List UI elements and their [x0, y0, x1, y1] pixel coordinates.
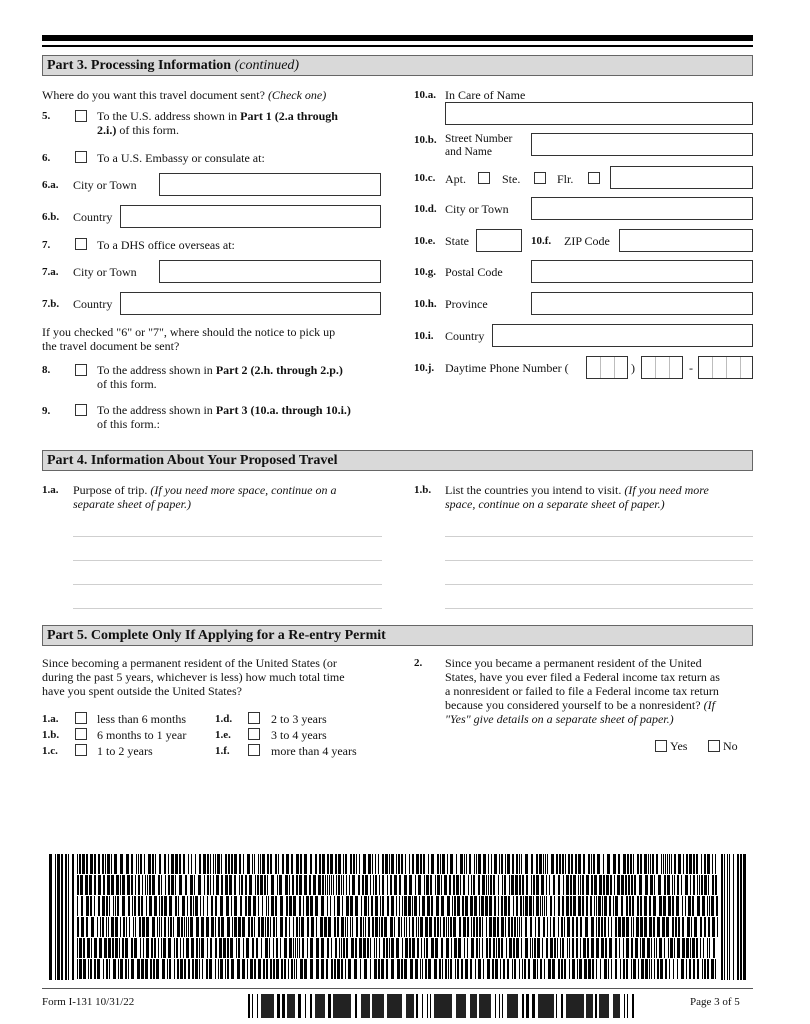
q2-yes-label: Yes	[670, 739, 688, 753]
q1b-line-2[interactable]	[445, 560, 753, 561]
q1a-number: 1.a.	[42, 484, 59, 496]
q7a-city-input[interactable]	[159, 260, 381, 283]
q6-label: To a U.S. Embassy or consulate at:	[97, 151, 265, 165]
q10a-label: In Care of Name	[445, 88, 526, 102]
q10h-province-input[interactable]	[531, 292, 753, 315]
q9-checkbox[interactable]	[75, 404, 87, 416]
q10j-dash: -	[689, 361, 693, 375]
q2-number: 2.	[414, 657, 423, 669]
page-number: Page 3 of 5	[690, 996, 740, 1008]
form-id: Form I-131 10/31/22	[42, 996, 135, 1008]
q5-label: To the U.S. address shown in Part 1 (2.a through 2.i.) of this form.	[97, 109, 338, 137]
q10c-apt-label: Apt.	[445, 172, 466, 186]
part3-title-suffix: (continued)	[234, 58, 300, 73]
q10c-flr-label: Flr.	[557, 172, 574, 186]
opt-1e-label: 3 to 4 years	[271, 728, 327, 742]
q2-no-checkbox[interactable]	[708, 740, 720, 752]
q6b-country-input[interactable]	[120, 205, 381, 228]
q10b-number: 10.b.	[414, 134, 437, 146]
q10j-prefix-input[interactable]	[641, 356, 683, 379]
footer-barcode	[248, 994, 634, 1018]
opt-1e-number: 1.e.	[215, 729, 231, 741]
part3-header	[42, 55, 753, 76]
q10f-label: ZIP Code	[564, 234, 610, 248]
opt-1a-label: less than 6 months	[97, 712, 186, 726]
q7-checkbox[interactable]	[75, 238, 87, 250]
q10d-label: City or Town	[445, 202, 509, 216]
opt-1f-label: more than 4 years	[271, 744, 357, 758]
opt-1d-checkbox[interactable]	[248, 712, 260, 724]
opt-1b-label: 6 months to 1 year	[97, 728, 187, 742]
q1a-line-2[interactable]	[73, 560, 382, 561]
q7b-number: 7.b.	[42, 298, 60, 310]
q10g-label: Postal Code	[445, 265, 503, 279]
footer-rule	[42, 988, 753, 989]
q10a-number: 10.a.	[414, 89, 436, 101]
q10f-number: 10.f.	[531, 235, 552, 247]
q2-no-label: No	[723, 739, 738, 753]
q1a-line-1[interactable]	[73, 536, 382, 537]
q10b-street-input[interactable]	[531, 133, 753, 156]
q10e-label: State	[445, 234, 469, 248]
part5-intro: Since becoming a permanent resident of the United States (or during the past 5 years, whichever is less) how much total time have you spent outside the United States?	[42, 656, 345, 698]
q10h-number: 10.h.	[414, 298, 437, 310]
q2-text: Since you became a permanent resident of the United States, have you ever filed a Federal income tax return as a nonresident or failed to file a Federal income tax return because you considered yourself to be a nonresident? (If "Yes" give details on a separate sheet of paper.)	[445, 656, 720, 726]
part5-header: Part 5. Complete Only If Applying for a Re-entry Permit	[42, 625, 753, 646]
q6b-number: 6.b.	[42, 211, 60, 223]
q5-checkbox[interactable]	[75, 110, 87, 122]
opt-1b-number: 1.b.	[42, 729, 60, 741]
opt-1c-checkbox[interactable]	[75, 744, 87, 756]
q10i-label: Country	[445, 329, 485, 343]
opt-1c-label: 1 to 2 years	[97, 744, 153, 758]
q6a-city-input[interactable]	[159, 173, 381, 196]
part3-intro: Where do you want this travel document sent? (Check one)	[42, 88, 327, 102]
q10i-number: 10.i.	[414, 330, 434, 342]
q7-number: 7.	[42, 239, 51, 251]
q10e-state-input[interactable]	[476, 229, 522, 252]
opt-1f-number: 1.f.	[215, 745, 230, 757]
q6a-label: City or Town	[73, 178, 137, 192]
q10g-number: 10.g.	[414, 266, 436, 278]
q10c-ste-label: Ste.	[502, 172, 521, 186]
part4-header: Part 4. Information About Your Proposed Travel	[42, 450, 753, 471]
q6-number: 6.	[42, 152, 51, 164]
opt-1e-checkbox[interactable]	[248, 728, 260, 740]
q10c-number: 10.c.	[414, 172, 436, 184]
q1a-line-4[interactable]	[73, 608, 382, 609]
q7-label: To a DHS office overseas at:	[97, 238, 235, 252]
q10c-unit-input[interactable]	[610, 166, 753, 189]
q10i-country-input[interactable]	[492, 324, 753, 347]
q10b-label: Street Number and Name	[445, 133, 513, 158]
q2-yes-checkbox[interactable]	[655, 740, 667, 752]
q9-number: 9.	[42, 405, 51, 417]
q1b-line-3[interactable]	[445, 584, 753, 585]
q7a-number: 7.a.	[42, 266, 59, 278]
q1b-label: List the countries you intend to visit. (If you need more space, continue on a separate sheet of paper.)	[445, 483, 709, 511]
notice-question: If you checked "6" or "7", where should the notice to pick up the travel document be sent?	[42, 325, 336, 353]
q10f-zip-input[interactable]	[619, 229, 753, 252]
q10j-line-number-input[interactable]	[698, 356, 753, 379]
opt-1a-checkbox[interactable]	[75, 712, 87, 724]
q10j-label: Daytime Phone Number (	[445, 361, 569, 375]
opt-1d-number: 1.d.	[215, 713, 233, 725]
q10j-area-code-input[interactable]	[586, 356, 628, 379]
q8-number: 8.	[42, 364, 51, 376]
top-rule-thick	[42, 35, 753, 41]
part3-title: Part 3. Processing Information	[47, 58, 232, 73]
q6-checkbox[interactable]	[75, 151, 87, 163]
opt-1d-label: 2 to 3 years	[271, 712, 327, 726]
q1a-label: Purpose of trip. (If you need more space, continue on a separate sheet of paper.)	[73, 483, 337, 511]
q10j-number: 10.j.	[414, 362, 435, 374]
q9-label: To the address shown in Part 3 (10.a. through 10.i.) of this form.:	[97, 403, 351, 431]
q1a-line-3[interactable]	[73, 584, 382, 585]
opt-1f-checkbox[interactable]	[248, 744, 260, 756]
q8-label: To the address shown in Part 2 (2.h. through 2.p.) of this form.	[97, 363, 343, 391]
q6a-number: 6.a.	[42, 179, 59, 191]
q7a-label: City or Town	[73, 265, 137, 279]
q10j-close-paren: )	[631, 361, 635, 375]
pdf417-barcode	[49, 854, 747, 980]
top-rule-thin	[42, 45, 753, 47]
q1b-number: 1.b.	[414, 484, 432, 496]
opt-1a-number: 1.a.	[42, 713, 59, 725]
q10c-flr-checkbox[interactable]	[588, 172, 600, 184]
q7b-label: Country	[73, 297, 113, 311]
q10a-care-of-input[interactable]	[445, 102, 753, 125]
q10h-label: Province	[445, 297, 488, 311]
q10d-city-input[interactable]	[531, 197, 753, 220]
q10d-number: 10.d.	[414, 203, 437, 215]
q6b-label: Country	[73, 210, 113, 224]
q1b-line-4[interactable]	[445, 608, 753, 609]
q8-checkbox[interactable]	[75, 364, 87, 376]
q1b-line-1[interactable]	[445, 536, 753, 537]
q7b-country-input[interactable]	[120, 292, 381, 315]
q10e-number: 10.e.	[414, 235, 436, 247]
q10c-apt-checkbox[interactable]	[478, 172, 490, 184]
opt-1b-checkbox[interactable]	[75, 728, 87, 740]
q10c-ste-checkbox[interactable]	[534, 172, 546, 184]
q5-number: 5.	[42, 110, 51, 122]
opt-1c-number: 1.c.	[42, 745, 58, 757]
q10g-postal-input[interactable]	[531, 260, 753, 283]
